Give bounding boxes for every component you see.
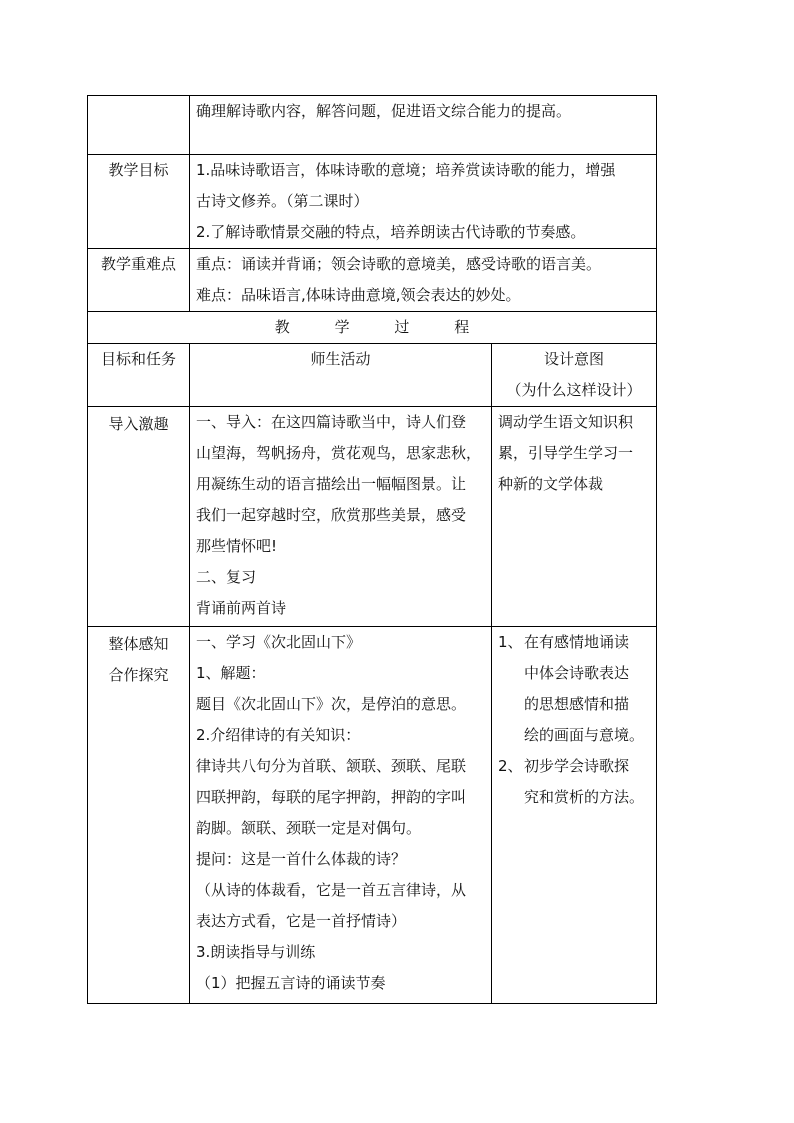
whole-activity-line: 题目《次北固山下》次，是停泊的意思。	[196, 695, 467, 713]
process-title-char: 教	[274, 318, 290, 336]
intro-activity-line: 那些情怀吧!	[196, 537, 278, 555]
row-column-headers	[88, 344, 657, 407]
keypoints-label: 教学重难点	[88, 249, 190, 312]
whole-intent-line: 究和赏析的方法。	[524, 788, 645, 806]
row-process-title	[88, 312, 657, 344]
continuation-label	[88, 96, 190, 155]
whole-label-line2: 合作探究	[108, 666, 169, 684]
header-goals-tasks: 目标和任务	[88, 344, 190, 407]
goals-line: 2.了解诗歌情景交融的特点，培养朗读古代诗歌的节奏感。	[196, 223, 586, 241]
lesson-plan-table	[87, 95, 657, 1004]
goals-content	[190, 155, 657, 249]
header-design-intent-line1: 设计意图	[544, 350, 605, 368]
whole-activity-line: 韵脚。颔联、颈联一定是对偶句。	[196, 819, 422, 837]
continuation-line: 确理解诗歌内容，解答问题，促进语文综合能力的提高。	[196, 102, 572, 120]
whole-activity-line: （1）把握五言诗的诵读节奏	[196, 974, 386, 992]
goals-label: 教学目标	[88, 155, 190, 249]
whole-label	[88, 627, 190, 1004]
intro-activity-line: 我们一起穿越时空，欣赏那些美景，感受	[196, 506, 467, 524]
row-intro	[88, 407, 657, 627]
keypoints-content	[190, 249, 657, 312]
whole-activity-line: 律诗共八句分为首联、颔联、颈联、尾联	[196, 757, 467, 775]
whole-intent-item	[498, 627, 650, 751]
process-title	[88, 312, 657, 344]
intro-intent	[492, 407, 657, 627]
whole-activity-line: 四联押韵，每联的尾字押韵，押韵的字叫	[196, 788, 467, 806]
header-design-intent-line2: （为什么这样设计）	[506, 381, 642, 399]
whole-intent-text	[524, 751, 650, 813]
intro-activity-line: 一、导入：在这四篇诗歌当中，诗人们登	[196, 413, 467, 431]
whole-intent-line: 在有感情地诵读	[524, 633, 630, 651]
whole-intent-number: 2、	[498, 757, 523, 775]
whole-intent-item	[498, 751, 650, 813]
keypoints-line: 难点：品味语言,体味诗曲意境,领会表达的妙处。	[196, 286, 521, 304]
row-overall-perception	[88, 627, 657, 1004]
keypoints-line: 重点：诵读并背诵；领会诗歌的意境美，感受诗歌的语言美。	[196, 255, 602, 273]
whole-intent-line: 初步学会诗歌探	[524, 757, 630, 775]
intro-activity	[190, 407, 492, 627]
whole-intent	[492, 627, 657, 1004]
process-title-char: 程	[454, 318, 470, 336]
whole-activity-line: 表达方式看，它是一首抒情诗）	[196, 912, 407, 930]
whole-intent-number: 1、	[498, 633, 523, 651]
whole-activity-line: 3.朗读指导与训练	[196, 943, 316, 961]
continuation-text	[190, 96, 657, 155]
process-title-char: 过	[394, 318, 410, 336]
goals-line: 古诗文修养。（第二课时）	[196, 192, 369, 210]
intro-activity-line: 背诵前两首诗	[196, 599, 287, 617]
whole-activity-line: 1、解题：	[196, 664, 266, 682]
row-continuation	[88, 96, 657, 155]
intro-activity-line: 用凝练生动的语言描绘出一幅幅图景。让	[196, 475, 467, 493]
intro-intent-line: 种新的文学体裁	[498, 475, 604, 493]
whole-intent-line: 中体会诗歌表达	[524, 664, 630, 682]
intro-activity-line: 二、复习	[196, 568, 257, 586]
whole-intent-text	[524, 627, 650, 751]
whole-activity-line: 2.介绍律诗的有关知识：	[196, 726, 361, 744]
whole-label-line1: 整体感知	[108, 635, 169, 653]
whole-intent-line: 绘的画面与意境。	[524, 726, 645, 744]
row-keypoints	[88, 249, 657, 312]
row-goals	[88, 155, 657, 249]
intro-intent-line: 调动学生语文知识积	[498, 413, 634, 431]
header-design-intent	[492, 344, 657, 407]
whole-activity-line: （从诗的体裁看，它是一首五言律诗，从	[196, 881, 467, 899]
intro-activity-line: 山望海，驾帆扬舟，赏花观鸟，思家悲秋，	[196, 444, 482, 462]
goals-line: 1.品味诗歌语言，体味诗歌的意境；培养赏读诗歌的能力，增强	[196, 161, 616, 179]
header-activities: 师生活动	[190, 344, 492, 407]
whole-activity-line: 提问：这是一首什么体裁的诗？	[196, 850, 407, 868]
intro-intent-line: 累，引导学生学习一	[498, 444, 634, 462]
intro-label: 导入激趣	[88, 407, 190, 627]
whole-activity	[190, 627, 492, 1004]
process-title-char: 学	[334, 318, 350, 336]
whole-activity-line: 一、学习《次北固山下》	[196, 633, 362, 651]
whole-intent-line: 的思想感情和描	[524, 695, 630, 713]
